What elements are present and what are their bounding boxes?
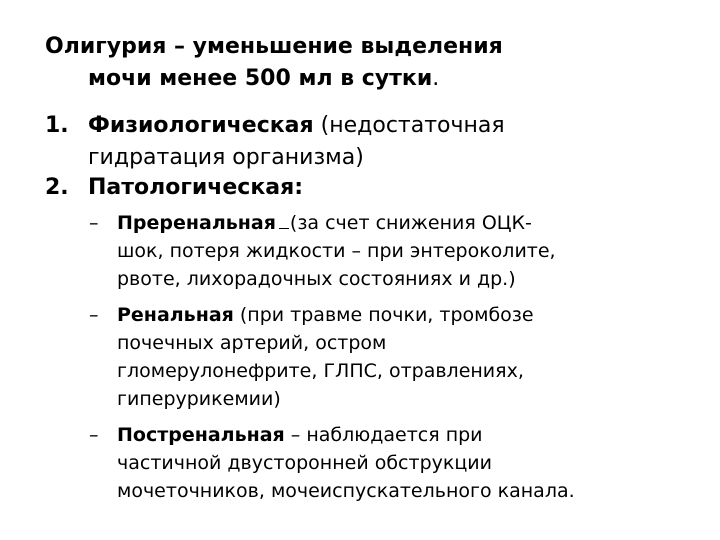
sub-item-renal [89,301,689,413]
intro-line-1-rest: – уменьшение выделения [166,34,503,59]
sub-item-prerenal [89,209,689,293]
underscore-mark [279,214,289,229]
sub-item-text: почечных артерий, остром [117,332,387,354]
list-item-pathological [45,172,685,204]
item-title: Физиологическая [88,113,314,138]
sub-item-text: частичной двусторонней обструкции [117,452,492,474]
dash-bullet: – [89,424,99,446]
intro-line-2-bold: мочи менее 500 мл в сутки [88,66,433,91]
sub-item-text: (за счет снижения ОЦК- [289,212,532,234]
sub-item-text: – наблюдается при [284,424,483,446]
dash-bullet: – [89,212,99,234]
list-item-physiological [45,110,685,174]
intro-line-1 [45,31,685,63]
sub-item-text: (при травме почки, тромбозе [233,304,534,326]
list-number: 2. [45,175,69,200]
list-number: 1. [45,113,69,138]
intro-term: Олигурия [45,34,167,59]
sub-item-text: гиперурикемии) [117,388,281,410]
sub-item-title: Ренальная [117,304,234,326]
sub-item-text: шок, потеря жидкости – при энтероколите, [117,240,556,262]
dash-bullet: – [89,304,99,326]
sub-item-text: гломерулонефрите, ГЛПС, отравлениях, [117,360,524,382]
intro-line-2-end: . [432,66,440,91]
item-title: Патологическая: [88,175,304,200]
sub-item-text: рвоте, лихорадочных состояниях и др.) [117,268,516,290]
intro-line-2 [45,63,685,95]
sub-item-title: Постренальная [117,424,285,446]
item-text: гидратация организма) [88,145,364,170]
sub-item-postrenal [89,421,689,505]
sub-item-text: мочеточников, мочеиспускательного канала. [117,480,575,502]
intro-definition [45,31,685,95]
sub-item-title: Преренальная [117,212,276,234]
item-text: (недостаточная [313,113,505,138]
